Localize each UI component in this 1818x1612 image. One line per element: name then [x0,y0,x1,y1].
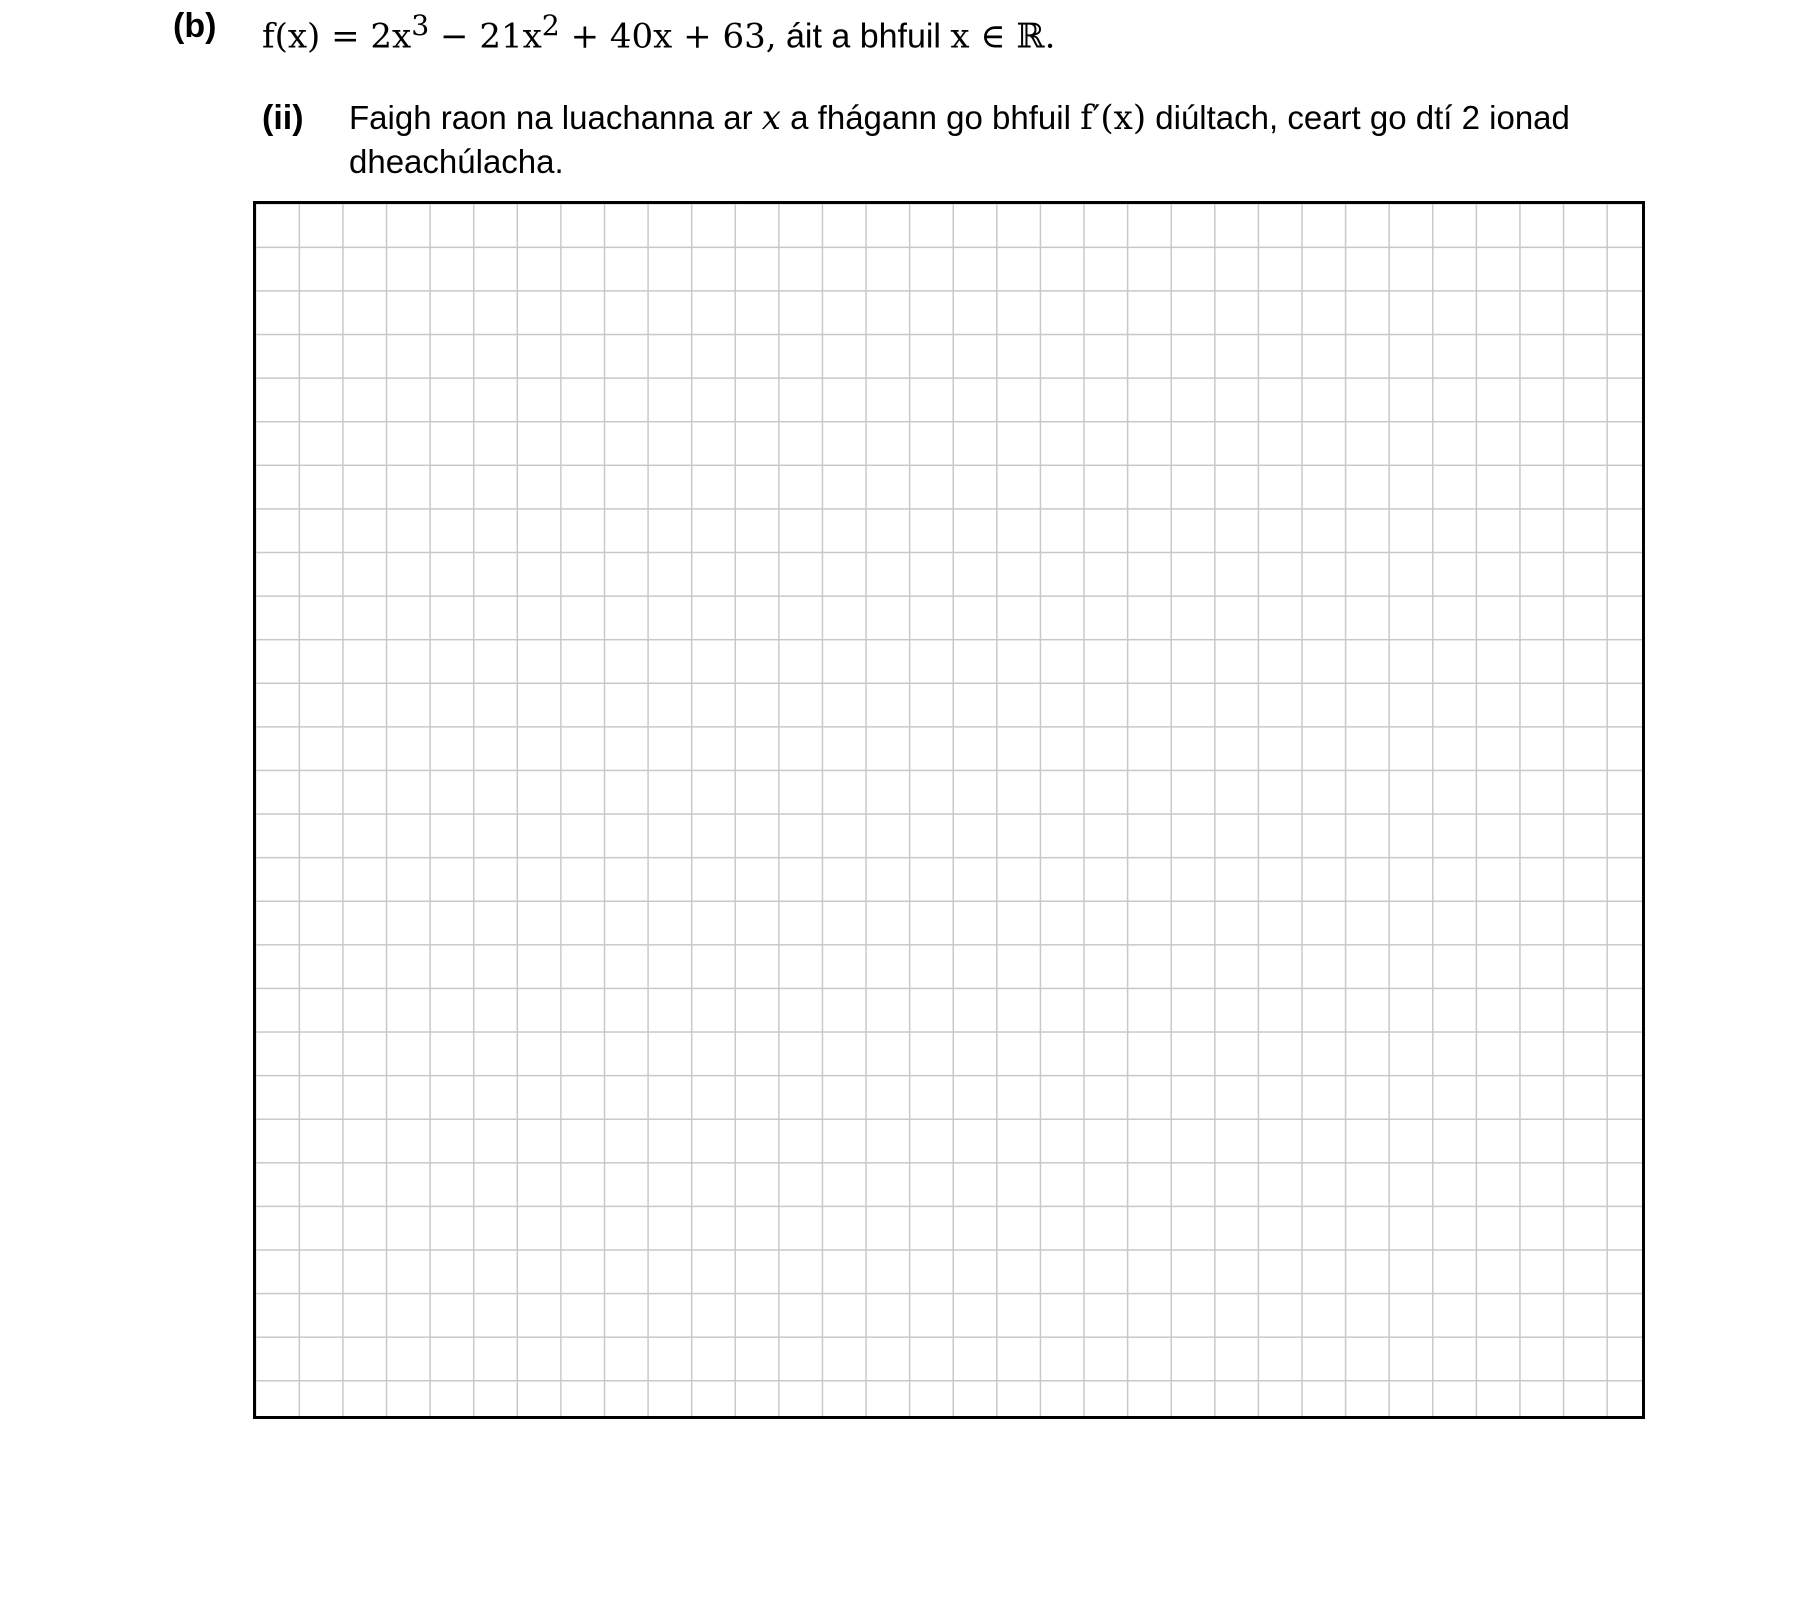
function-equation [262,4,1055,58]
equation-domain: x ∈ ℝ. [950,16,1056,57]
variable-x-glyph: x [761,98,781,138]
question-text-part-2: a fhágann go bhfuil [780,99,1081,136]
equation-lhs: f(x) = 2x [262,16,412,57]
answer-grid-box[interactable] [253,201,1645,1419]
sub-part-label: (ii) [262,99,304,137]
question-text-part-1: Faigh raon na luachanna ar [349,99,762,136]
equation-exponent-quadratic: 2 [541,9,560,42]
equation-linear-constant-terms: + 40x + 63, [559,16,777,57]
equation-words: áit a bhfuil [776,17,951,56]
question-text-part-3: diúltach, ceart go dtí 2 ionad dheachúlacha. [349,99,1570,180]
equation-exponent-cubic: 3 [411,9,430,42]
derivative-expression: f′(x) [1080,98,1147,138]
equation-quadratic-term: − 21x [429,16,542,57]
part-label: (b) [173,7,217,45]
sub-part-question-text [349,96,1669,184]
variable-x [762,98,781,138]
